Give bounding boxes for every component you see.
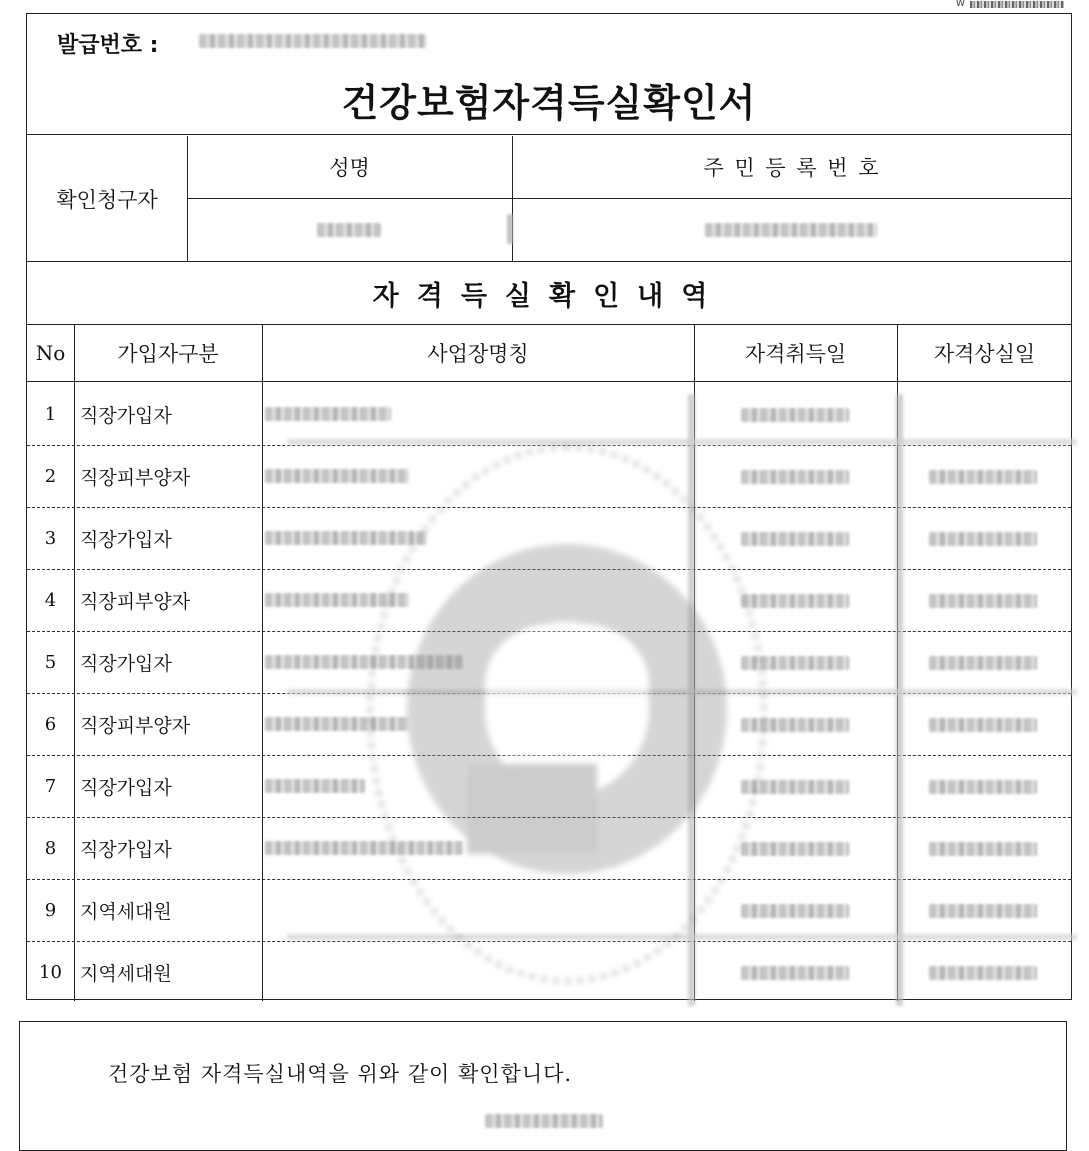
table-row	[27, 694, 1071, 755]
redacted-loss-date	[929, 470, 1037, 484]
divider	[27, 381, 1071, 382]
redacted-workplace	[265, 655, 463, 669]
redacted-name	[317, 223, 381, 237]
row-number: 7	[44, 776, 57, 797]
table-row	[27, 570, 1071, 631]
member-type: 지역세대원	[80, 901, 172, 923]
section-title: 자격득실확인내역	[372, 280, 726, 312]
redacted-loss-date	[929, 780, 1037, 794]
name-header: 성명	[329, 156, 370, 180]
redacted-loss-date	[929, 842, 1037, 856]
rrn-header: 주 민 등 록 번 호	[703, 156, 881, 180]
col-header-no: No	[35, 341, 66, 365]
col-header-workplace: 사업장명칭	[427, 342, 529, 366]
member-type: 직장가입자	[80, 405, 172, 427]
redacted-mark	[507, 214, 513, 244]
redacted-acquisition-date	[741, 656, 849, 670]
redacted-acquisition-date	[741, 780, 849, 794]
redacted-barcode	[970, 1, 1064, 8]
redacted-issue-date	[485, 1114, 603, 1128]
member-type: 직장피부양자	[80, 467, 191, 489]
col-header-member-type: 가입자구분	[117, 342, 219, 366]
redacted-acquisition-date	[741, 532, 849, 546]
member-type: 직장피부양자	[80, 715, 191, 737]
confirmation-box	[19, 1021, 1067, 1151]
table-row	[27, 880, 1071, 941]
scan-streak	[896, 394, 903, 1006]
table-row	[27, 818, 1071, 879]
table-row	[27, 756, 1071, 817]
row-number: 2	[44, 466, 57, 487]
redacted-acquisition-date	[741, 904, 849, 918]
redacted-acquisition-date	[741, 408, 849, 422]
redacted-acquisition-date	[741, 966, 849, 980]
member-type: 직장가입자	[80, 839, 172, 861]
table-row	[27, 632, 1071, 693]
redacted-acquisition-date	[741, 718, 849, 732]
redacted-acquisition-date	[741, 594, 849, 608]
scan-streak	[287, 689, 1077, 695]
redacted-workplace	[265, 407, 391, 421]
mark-letter: W	[956, 0, 965, 9]
confirmation-message: 건강보험 자격득실내역을 위와 같이 확인합니다.	[108, 1062, 573, 1086]
redacted-loss-date	[929, 966, 1037, 980]
member-type: 직장가입자	[80, 529, 172, 551]
redacted-workplace	[265, 841, 463, 855]
redacted-issue-number	[199, 34, 427, 48]
member-type: 직장가입자	[80, 777, 172, 799]
table-row	[27, 446, 1071, 507]
col-header-loss-date: 자격상실일	[933, 342, 1036, 366]
divider	[27, 134, 1071, 135]
row-number: 1	[44, 404, 57, 425]
row-number: 8	[44, 838, 57, 859]
document-title: 건강보험자격득실확인서	[341, 81, 757, 125]
redacted-workplace	[265, 593, 409, 607]
row-number: 4	[44, 590, 57, 611]
member-type: 지역세대원	[80, 963, 172, 985]
scan-streak	[688, 394, 695, 1006]
redacted-acquisition-date	[741, 470, 849, 484]
certificate-document	[26, 13, 1072, 1000]
row-number: 3	[44, 528, 57, 549]
member-type: 직장피부양자	[80, 591, 191, 613]
redacted-loss-date	[929, 532, 1037, 546]
document-code-mark	[956, 0, 1066, 10]
redacted-workplace	[265, 469, 409, 483]
redacted-loss-date	[929, 594, 1037, 608]
col-header-acquisition-date: 자격취득일	[744, 342, 847, 366]
table-row	[27, 508, 1071, 569]
redacted-workplace	[265, 531, 427, 545]
redacted-workplace	[265, 779, 365, 793]
divider	[187, 198, 1071, 199]
row-number: 6	[44, 714, 57, 735]
redacted-loss-date	[929, 718, 1037, 732]
redacted-rrn	[705, 223, 877, 237]
table-row	[27, 384, 1071, 445]
scan-streak	[287, 439, 1077, 445]
row-number: 10	[39, 962, 62, 983]
redacted-workplace	[265, 717, 409, 731]
member-type: 직장가입자	[80, 653, 172, 675]
issue-number-label: 발급번호 :	[57, 33, 159, 58]
redacted-acquisition-date	[741, 842, 849, 856]
table-row	[27, 942, 1071, 1003]
row-number: 9	[44, 900, 57, 921]
requester-label: 확인청구자	[56, 187, 158, 212]
row-number: 5	[44, 652, 57, 673]
redacted-loss-date	[929, 904, 1037, 918]
redacted-loss-date	[929, 656, 1037, 670]
scan-streak	[287, 934, 1077, 940]
